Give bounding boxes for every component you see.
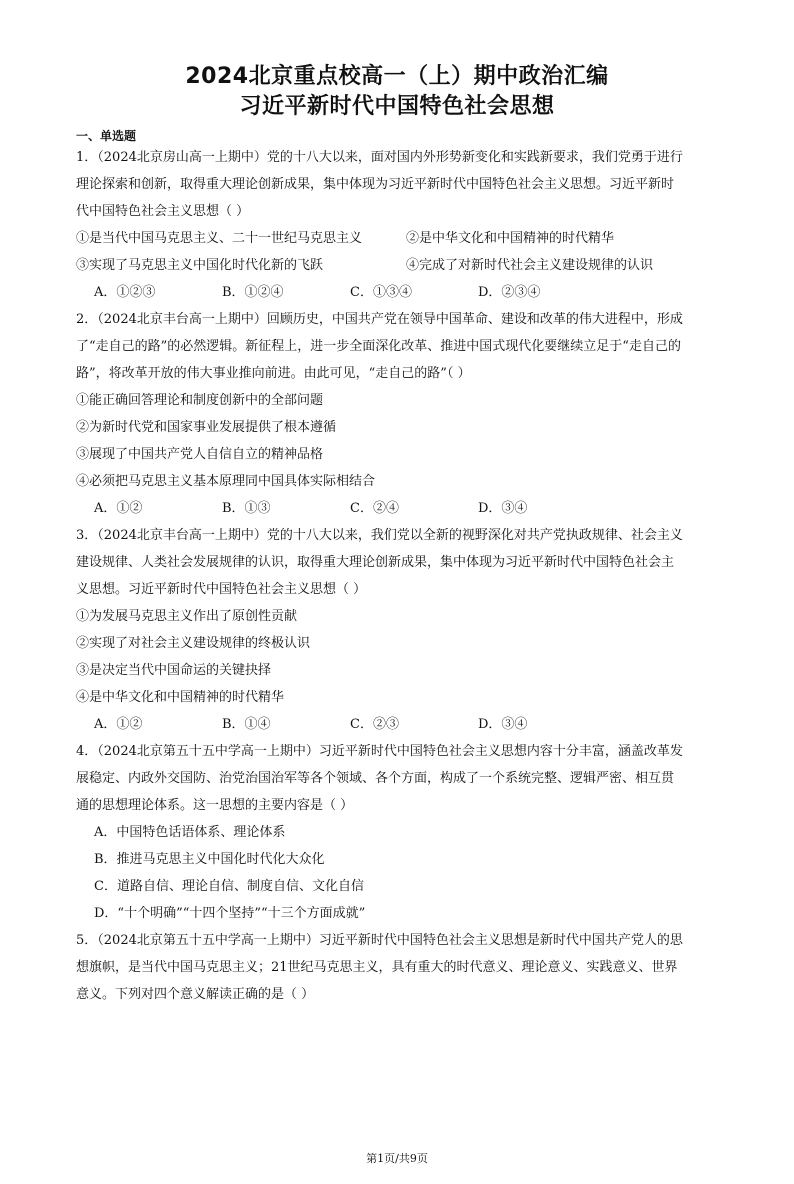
question-1-items-row [76, 225, 718, 252]
option-a: A．①② [94, 501, 143, 516]
question-2-stem-line: 路”，将改革开放的伟大事业推向前进。由此可见，“走自己的路”（ ） [76, 366, 471, 381]
option-b: B．①④ [222, 717, 271, 732]
option-b: B．①②④ [222, 285, 284, 300]
document-title: 2024北京重点校高一（上）期中政治汇编 [185, 64, 609, 89]
option-b: B．①③ [222, 501, 271, 516]
question-1-stem-line: 理论探索和创新，取得重大理论创新成果，集中体现为习近平新时代中国特色社会主义思想。习近平新时 [76, 177, 675, 192]
option-d: D．“十个明确”“十四个坚持”“十三个方面成就” [94, 906, 366, 921]
question-3-stem-line: 建设规律、人类社会发展规律的认识，取得重大理论创新成果，集中体现为习近平新时代中国特色社会主 [76, 555, 675, 570]
question-2-item: ④必须把马克思主义基本原理同中国具体实际相结合 [76, 474, 376, 489]
question-3 [76, 522, 718, 738]
question-3-item: ①为发展马克思主义作出了原创性贡献 [76, 609, 298, 624]
question-1-options [76, 279, 718, 306]
question-4-stem-line: 4．（2024北京第五十五中学高一上期中）习近平新时代中国特色社会主义思想内容十分丰富，涵盖改革发 [76, 744, 683, 759]
question-3-options [76, 711, 718, 738]
question-2-stem-line: 2．（2024北京丰台高一上期中）回顾历史，中国共产党在领导中国革命、建设和改革的伟大进程中，形成 [76, 312, 683, 327]
section-heading: 一、单选题 [76, 129, 137, 143]
question-1-stem-line: 代中国特色社会主义思想（ ） [76, 204, 250, 219]
option-c: C．②③ [350, 717, 399, 732]
question-3-item: ③是决定当代中国命运的关键抉择 [76, 663, 272, 678]
question-4-stem-line: 展稳定、内政外交国防、治党治国治军等各个领域、各个方面，构成了一个系统完整、逻辑严密、相互贯 [76, 771, 675, 786]
option-a: A．①②③ [94, 285, 156, 300]
question-1 [76, 144, 718, 306]
option-c: C．②④ [350, 501, 399, 516]
question-2-stem-line: 了“走自己的路”的必然逻辑。新征程上，进一步全面深化改革、推进中国式现代化要继续立足于“走自己的 [76, 339, 681, 354]
question-1-item: ④完成了对新时代社会主义建设规律的认识 [406, 258, 654, 273]
question-1-items-row [76, 252, 718, 279]
option-d: D．②③④ [478, 285, 541, 300]
option-c: C．道路自信、理论自信、制度自信、文化自信 [94, 879, 364, 894]
question-2-item: ③展现了中国共产党人自信自立的精神品格 [76, 447, 324, 462]
option-c: C．①③④ [350, 285, 412, 300]
question-1-stem-line: 1．（2024北京房山高一上期中）党的十八大以来，面对国内外形势新变化和实践新要求，我们党勇于进行 [76, 150, 683, 165]
question-3-stem-line: 义思想。习近平新时代中国特色社会主义思想（ ） [76, 582, 367, 597]
option-b: B．推进马克思主义中国化时代化大众化 [94, 852, 325, 867]
question-2-options [76, 495, 718, 522]
question-5-stem-line: 意义。下列对四个意义解读正确的是（ ） [76, 987, 315, 1002]
document-subtitle: 习近平新时代中国特色社会思想 [239, 94, 555, 119]
question-4-stem-line: 通的思想理论体系。这一思想的主要内容是（ ） [76, 798, 354, 813]
question-5-stem-line: 5．（2024北京第五十五中学高一上期中）习近平新时代中国特色社会主义思想是新时代中国共产党人的思 [76, 933, 683, 948]
question-4 [76, 738, 718, 927]
question-3-item: ②实现了对社会主义建设规律的终极认识 [76, 636, 311, 651]
question-1-item: ①是当代中国马克思主义、二十一世纪马克思主义 [76, 231, 363, 246]
option-d: D．③④ [478, 717, 528, 732]
page-number: 第1页/共9页 [366, 1152, 428, 1165]
question-5-stem-line: 想旗帜，是当代中国马克思主义；21世纪马克思主义，具有重大的时代意义、理论意义、实践意义、世界 [76, 960, 678, 975]
question-5 [76, 927, 718, 1008]
question-2 [76, 306, 718, 522]
question-2-item: ①能正确回答理论和制度创新中的全部问题 [76, 393, 324, 408]
question-1-item: ③实现了马克思主义中国化时代化新的飞跃 [76, 258, 324, 273]
document-page [0, 62, 794, 1184]
question-2-item: ②为新时代党和国家事业发展提供了根本遵循 [76, 420, 337, 435]
option-d: D．③④ [478, 501, 528, 516]
question-3-item: ④是中华文化和中国精神的时代精华 [76, 690, 285, 705]
question-1-item: ②是中华文化和中国精神的时代精华 [406, 231, 615, 246]
option-a: A．中国特色话语体系、理论体系 [94, 825, 286, 840]
option-a: A．①② [94, 717, 143, 732]
question-3-stem-line: 3．（2024北京丰台高一上期中）党的十八大以来，我们党以全新的视野深化对共产党执政规律、社会主义 [76, 528, 683, 543]
